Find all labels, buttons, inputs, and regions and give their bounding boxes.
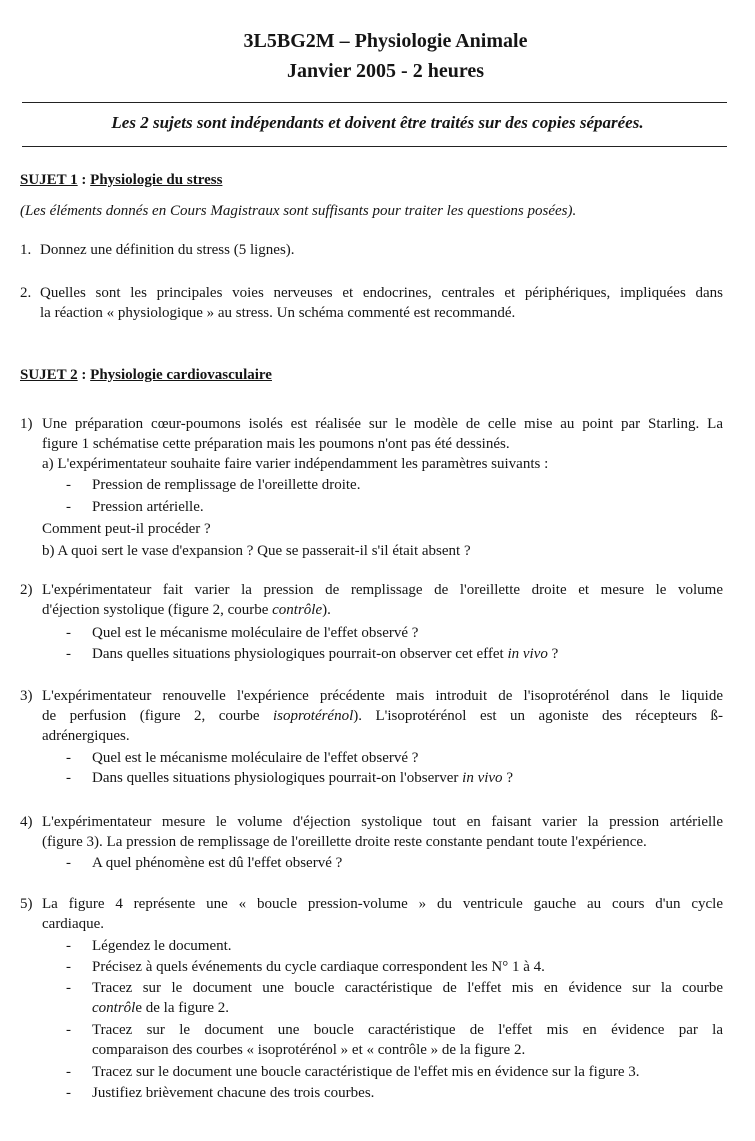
- sujet2-question-2: [20, 580, 723, 665]
- bullet-dash: -: [66, 625, 71, 641]
- bullet-dash: -: [66, 855, 71, 871]
- question-line: L'expérimentateur mesure le volume d'éjection systolique tout en faisant varier la pression artérielle: [42, 814, 723, 830]
- question-text: Donnez une définition du stress (5 lignes).: [40, 242, 295, 258]
- bullet-dash: -: [66, 980, 71, 996]
- bullet-text: Pression de remplissage de l'oreillette droite.: [92, 477, 361, 493]
- sujet1-topic: Physiologie du stress: [90, 172, 223, 188]
- bullet-text: Tracez sur le document une boucle caractéristique de l'effet mis en évidence sur la courbe contrôle de la figure 2.: [92, 980, 723, 1016]
- question-text: Quelles sont les principales voies nerveuses et endocrines, centrales et périphériques, impliquées dans la réaction « physiologique » au stress. Un schéma commenté est recommandé.: [40, 285, 723, 321]
- question-line: L'expérimentateur fait varier la pression de remplissage de l'oreillette droite et mesure le volume: [42, 582, 723, 598]
- bullet-dash: -: [66, 1022, 71, 1038]
- question-line: d'éjection systolique (figure 2, courbe contrôle).: [42, 602, 331, 618]
- question-line: (figure 3). La pression de remplissage de l'oreillette droite reste constante pendant toute l'expérience.: [42, 834, 647, 850]
- bottom-divider: [22, 146, 727, 147]
- bullet-dash: -: [66, 1085, 71, 1101]
- bullet-dash: -: [66, 477, 71, 493]
- question-number: 1.: [20, 242, 32, 258]
- exam-date: Janvier 2005 - 2 heures: [286, 60, 485, 82]
- sujet2-heading: [20, 365, 723, 385]
- sujet1-note: (Les éléments donnés en Cours Magistraux sont suffisants pour traiter les questions posées).: [20, 203, 577, 219]
- question-number: 5): [20, 896, 33, 912]
- bullet-dash: -: [66, 499, 71, 515]
- sujet1-label: SUJET 1: [20, 172, 78, 188]
- bullet-text: Légendez le document.: [92, 938, 232, 954]
- sujet1-question-2: [20, 283, 723, 323]
- question-number: 1): [20, 416, 33, 432]
- question-part-a: a) L'expérimentateur souhaite faire varier indépendamment les paramètres suivants :: [42, 456, 549, 472]
- bullet-text: Quel est le mécanisme moléculaire de l'effet observé ?: [92, 625, 419, 641]
- sujet2-label: SUJET 2: [20, 367, 78, 383]
- instructions-notice: Les 2 sujets sont indépendants et doivent être traités sur des copies séparées.: [111, 113, 644, 132]
- question-line: Une préparation cœur-poumons isolés est réalisée sur le modèle de celle mise au point par Starling. La: [42, 416, 723, 432]
- bullet-text: A quel phénomène est dû l'effet observé ?: [92, 855, 343, 871]
- bullet-dash: -: [66, 959, 71, 975]
- sujet1-heading: [20, 170, 723, 190]
- sujet2-question-1: [20, 414, 723, 564]
- question-number: 2): [20, 582, 33, 598]
- question-line: La figure 4 représente une « boucle pression-volume » du ventricule gauche au cours d'un cycle: [42, 896, 723, 912]
- bullet-text: Pression artérielle.: [92, 499, 204, 515]
- question-line: L'expérimentateur renouvelle l'expérience précédente mais introduit de l'isoprotérénol dans le liquide: [42, 688, 723, 704]
- question-part-b: b) A quoi sert le vase d'expansion ? Que se passerait-il s'il était absent ?: [42, 543, 471, 559]
- question-line: figure 1 schématise cette préparation mais les poumons n'ont pas été dessinés.: [42, 436, 510, 452]
- bullet-text: Justifiez brièvement chacune des trois courbes.: [92, 1085, 375, 1101]
- bullet-dash: -: [66, 770, 71, 786]
- bullet-dash: -: [66, 1064, 71, 1080]
- bullet-text: Tracez sur le document une boucle caractéristique de l'effet mis en évidence par la comparaison des courbes « isoprotérénol » et « contrôle » de la figure 2.: [92, 1022, 723, 1058]
- sujet2-topic: Physiologie cardiovasculaire: [90, 367, 272, 383]
- sujet2-question-4: [20, 812, 723, 874]
- bullet-text: Précisez à quels événements du cycle cardiaque correspondent les N° 1 à 4.: [92, 959, 545, 975]
- sujet2-question-3: [20, 686, 723, 786]
- question-line: de perfusion (figure 2, courbe isoprotérénol). L'isoprotérénol est un agoniste des récepteurs ß-: [42, 708, 723, 724]
- top-divider: [22, 102, 727, 103]
- question-line: Comment peut-il procéder ?: [42, 521, 211, 537]
- sujet1-question-1: [20, 240, 723, 260]
- question-number: 4): [20, 814, 33, 830]
- question-number: 2.: [20, 285, 32, 301]
- bullet-text: Quel est le mécanisme moléculaire de l'effet observé ?: [92, 750, 419, 766]
- course-title: 3L5BG2M – Physiologie Animale: [243, 30, 528, 52]
- bullet-dash: -: [66, 646, 71, 662]
- bullet-dash: -: [66, 750, 71, 766]
- question-number: 3): [20, 688, 33, 704]
- bullet-text: Tracez sur le document une boucle caractéristique de l'effet mis en évidence sur la figure 3.: [92, 1064, 640, 1080]
- sujet2-sep: :: [77, 367, 91, 383]
- bullet-dash: -: [66, 938, 71, 954]
- bullet-text: Dans quelles situations physiologiques pourrait-on l'observer in vivo ?: [92, 770, 513, 786]
- sujet1-sep: :: [77, 172, 91, 188]
- question-line: cardiaque.: [42, 916, 105, 932]
- bullet-text: Dans quelles situations physiologiques pourrait-on observer cet effet in vivo ?: [92, 646, 559, 662]
- question-line: adrénergiques.: [42, 728, 130, 744]
- sujet2-question-5: [20, 894, 723, 1104]
